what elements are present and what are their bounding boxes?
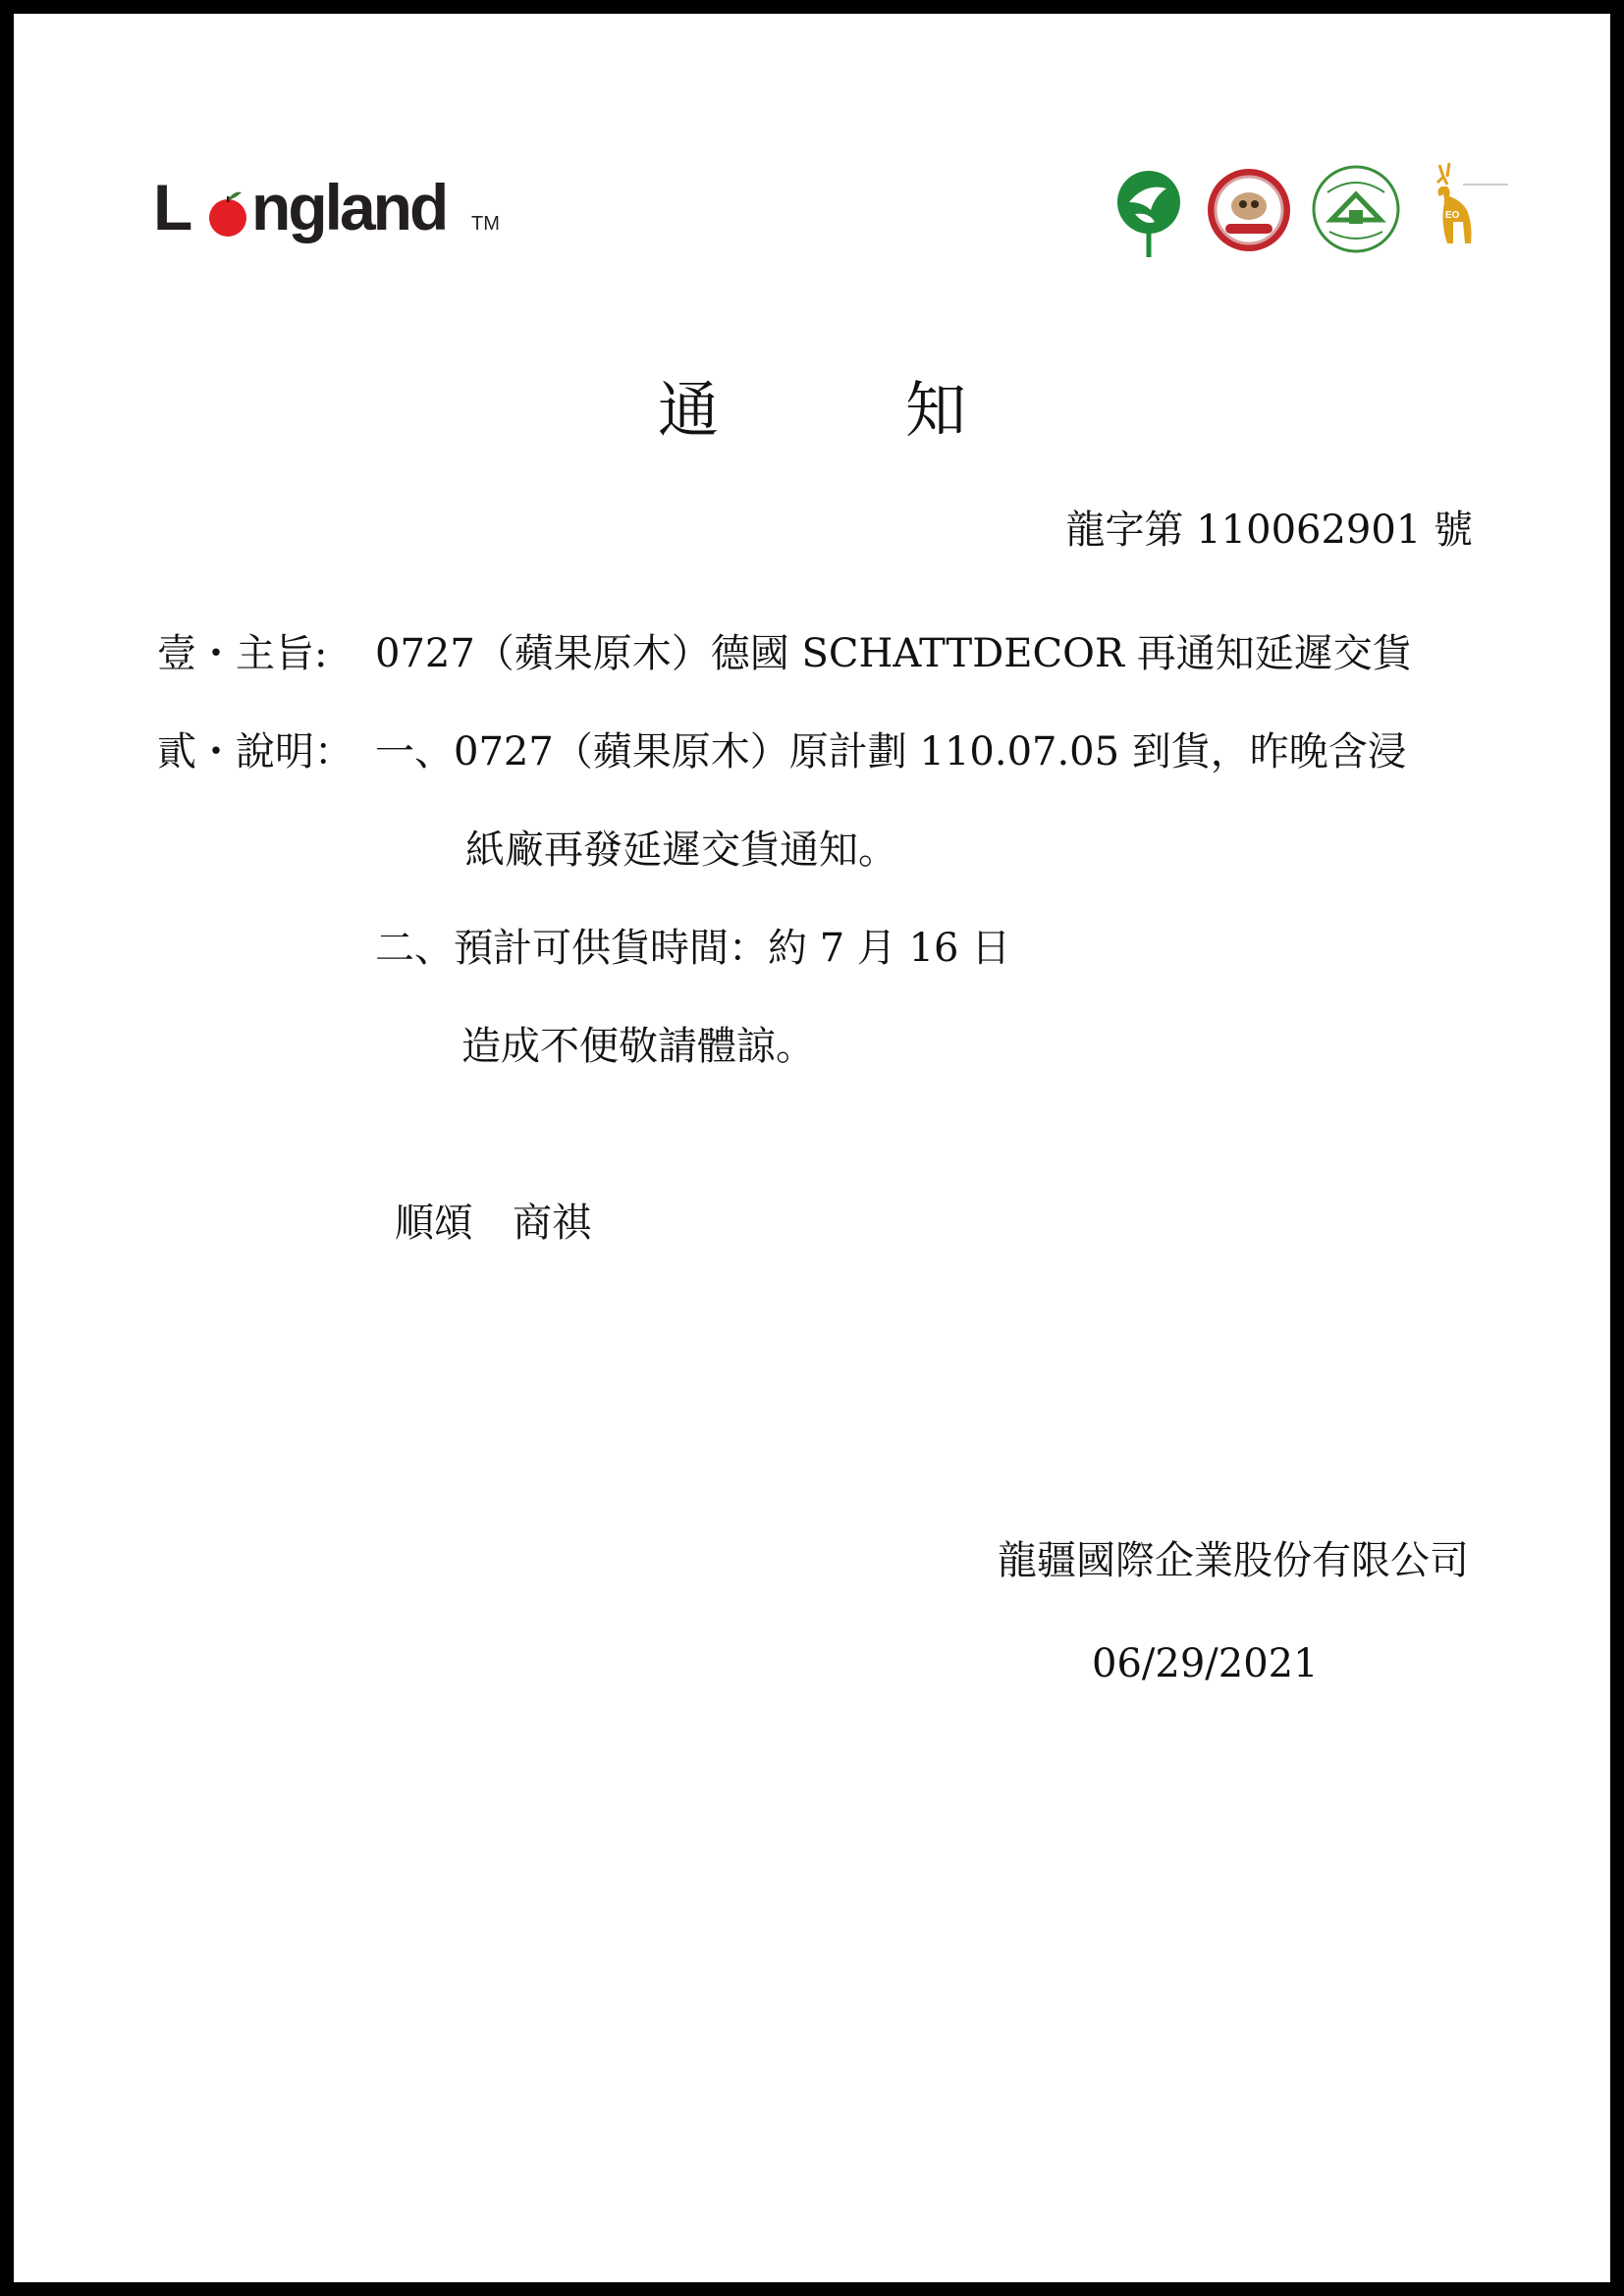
explanation-item-2: 二、預計可供貨時間：約 7 月 16 日: [375, 926, 1011, 971]
subject-label: 壹・主旨:: [157, 631, 328, 676]
explanation-item-1-line-2: 紙廠再發延遲交貨通知。: [465, 828, 897, 873]
apology-text: 造成不便敬請體諒。: [461, 1024, 815, 1069]
longland-logo: [153, 167, 507, 245]
company-name: 龍疆國際企業股份有限公司: [998, 1538, 1469, 1583]
eo-deer-icon: [1418, 161, 1512, 247]
green-mark-icon: [1115, 163, 1182, 261]
reference-number: 龍字第 110062901 號: [1065, 507, 1473, 553]
svg-text:EO: EO: [1445, 210, 1460, 221]
document-date: 06/29/2021: [1092, 1641, 1319, 1686]
svg-text:L: L: [153, 171, 191, 243]
closing-salutation: 順頌 商祺: [395, 1201, 591, 1246]
title-char-1: 通: [657, 374, 719, 446]
subject-text: 0727（蘋果原木）德國 SCHATTDECOR 再通知延遲交貨: [375, 631, 1412, 676]
document-title: [0, 361, 1624, 449]
green-building-material-icon: [1310, 165, 1402, 253]
svg-text:TM: TM: [471, 213, 500, 235]
svg-text:ngland: ngland: [251, 171, 447, 243]
antibacterial-badge-icon: [1206, 167, 1292, 253]
explanation-item-1-line-1: 一、0727（蘋果原木）原計劃 110.07.05 到貨，昨晚含浸: [375, 729, 1407, 774]
explanation-label: 貳・說明：: [157, 729, 353, 774]
title-char-2: 知: [905, 374, 967, 446]
